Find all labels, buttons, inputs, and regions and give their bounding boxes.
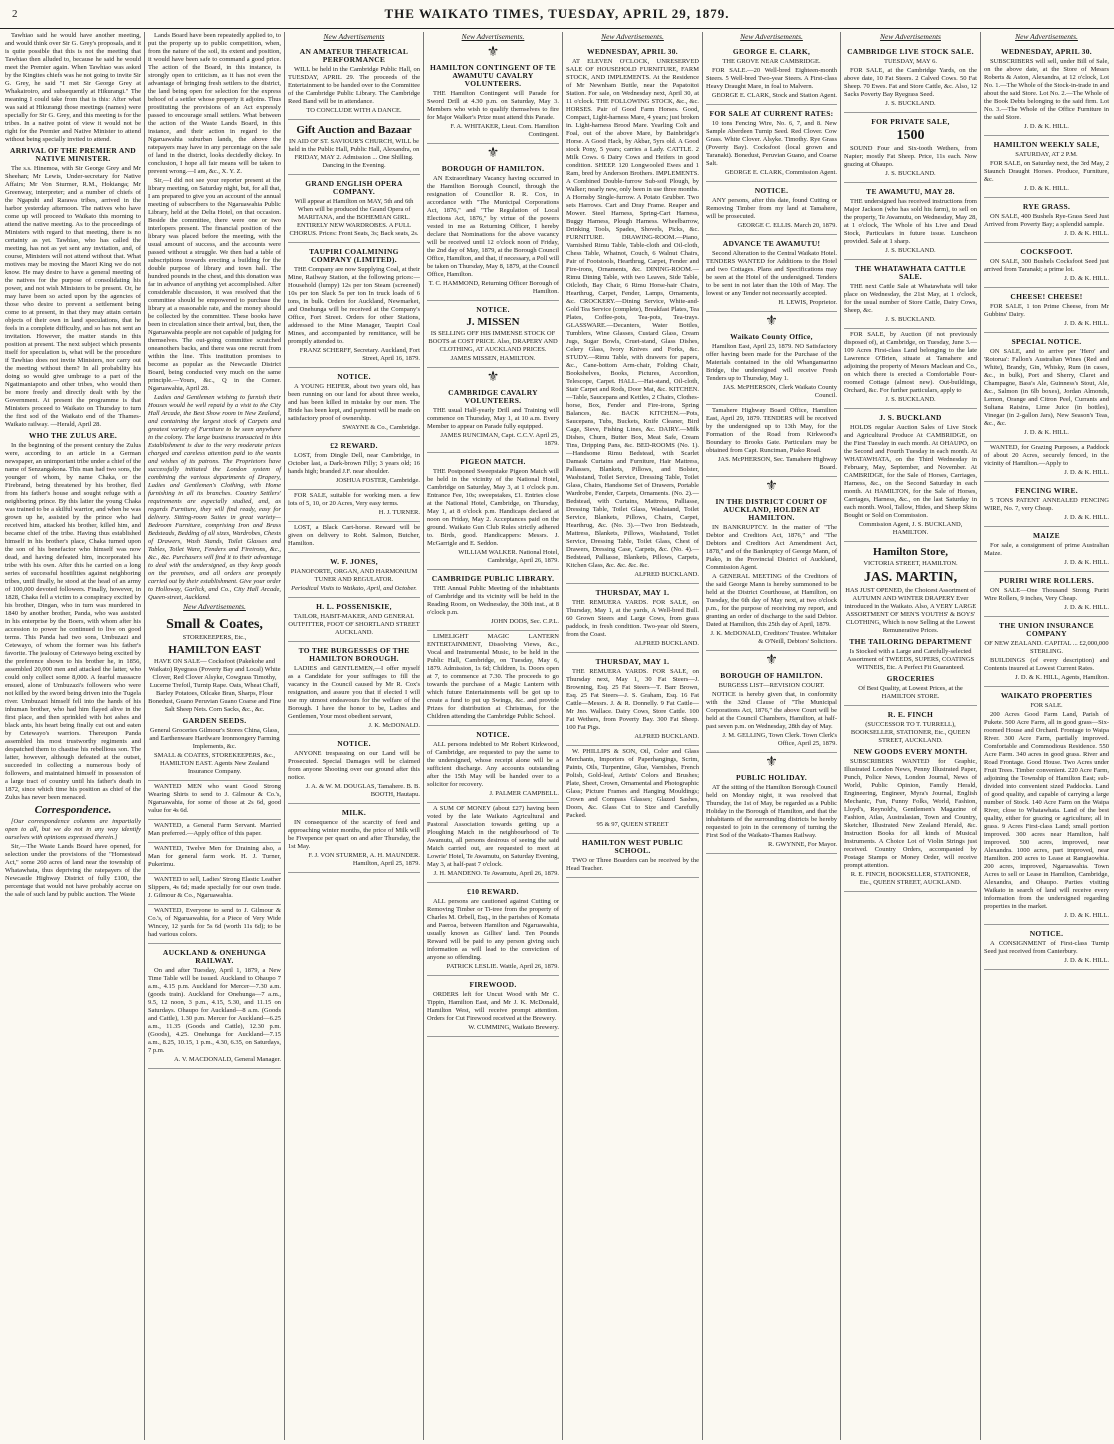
ad-subtitle: STOREKEEPERS, Etc., xyxy=(182,634,247,641)
ad-subtitle: VICTORIA STREET, HAMILTON. xyxy=(863,560,958,567)
advertisement xyxy=(288,598,420,642)
advertisement xyxy=(706,43,837,105)
column-6 xyxy=(702,32,840,1440)
ad-body: A YOUNG HEIFER, about two years old, has been running on our land for about three weeks, and has been killed in mistake by our men. The Bride has been kept, and payment will be made on satisfactory proof of ownership. xyxy=(288,383,420,422)
column-header: New Advertisements xyxy=(880,32,941,41)
ad-title: WEDNESDAY, APRIL 30. xyxy=(587,47,678,56)
ad-subtitle: FOR SALE. xyxy=(1030,702,1063,709)
ad-body: AN Extraordinary Vacancy having occurred in the Hamilton Borough Council, through the resignation of Councillor R. R. Cox, in accordance with "The Municipal Corporations Act, 1876," and "The Regulation of Local Elections Act, 1876," by virtue of the powers vested in me as Returning Officer, I hereby declare that Nominations for the above vacancy will be received until 12 o'clock noon of Friday, the 2nd day of May, 1879, at the Borough Council Office, Hamilton, and that, if necessary, a Poll will be taken on Thursday, May 8, 1879, at the Council Office, Hamilton. xyxy=(427,175,559,278)
ad-signature: J. D. & K. HILL. xyxy=(1064,912,1109,919)
ad-signature: J. D. & K. HILL. xyxy=(1064,275,1109,282)
advertisement xyxy=(844,409,977,542)
ad-name: JAS. MARTIN, xyxy=(863,570,958,585)
column-header: New Advertisements xyxy=(323,32,385,41)
ad-signature: JAMES MISSEN, HAMILTON. xyxy=(450,355,536,362)
ad-signature: J. A. & W. M. DOUGLAS, Tamahere. B. B. BOOTH, Hautapu. xyxy=(305,783,420,798)
ad-title: MILK. xyxy=(341,808,367,817)
ad-body: For sale, a consignment of prime Australian Maize. xyxy=(984,542,1109,557)
advertisement xyxy=(288,490,420,522)
ad-body: 5 TONS PATENT ANNEALED FENCING WIRE, No. 7, very Cheap. xyxy=(984,497,1109,512)
ad-body: Second Alteration to the Central Waikato Hotel. TENDERS WANTED for Additions to the Hotel and two Cottages. Plans and Specifications may be seen at the Hotel of the undersigned. Tenders to be sent in not later than the 10th of May. The lowest or any Tender not necessarily accepted. xyxy=(706,250,837,297)
ad-signature: SWAYNE & Co., Cambridge. xyxy=(342,424,420,431)
article-text: Tawhiao said he would have another meeting, and would think over Sir G. Grey's proposals, and it is quite possible that this is not the meeting that Tawhiao then alluded to, because he said he would meet the Premier again. When Tawhiao was asked by the Kingites chiefs was he not going to invite Sir G. Grey, he said "I met Sir George Grey at Whakairoiro, and subsequently at Hikurangi." The meaning I could take from that is this: After what was said at Hikurangi those meetings (names) were specially for Sir G. Grey, and this meeting is for the tribes. In a native point of view it would not be right for the Premier and Native Minister to attend without being specially invited to attend. xyxy=(5,32,141,143)
ad-signature: J. D. & K. HILL. xyxy=(1064,559,1109,566)
crest-icon: ⚜ xyxy=(486,370,500,385)
ad-heading: GROCERIES xyxy=(886,674,935,683)
ad-signature: J. D. & K. HILL. xyxy=(1064,230,1109,237)
ad-title: FOR PRIVATE SALE, xyxy=(871,117,950,126)
ad-body: 10 tons Fencing Wire, No. 6, 7, and 8. New Sample Aberdeen Turnip Seed. Red Clover. Cow Grass. White Clover. Alsyke. Timothy. Rye Grass (Poverty Bay). Cocksfoot (local grown and Taranaki). Bonedust, Peruvian Guano, and Coarse Salt. xyxy=(706,120,837,167)
masthead xyxy=(0,6,1114,29)
advertisement xyxy=(984,925,1109,970)
ad-body: ON SALE—One Thousand Strong Puriri Wire Rollers, 9 inches, Very Cheap. xyxy=(984,587,1109,602)
advertisement xyxy=(844,260,977,329)
ad-signature: R. E. FINCH, BOOKSELLER, STATIONER, Etc., QUEEN STREET, AUCKLAND. xyxy=(850,871,971,886)
ad-title: AN AMATEUR THEATRICAL PERFORMANCE xyxy=(299,47,409,64)
ad-body: BUILDINGS (of every description) and Contents insured at Lowest Current Rates. xyxy=(984,657,1109,672)
ad-title: TE AWAMUTU, MAY 28. xyxy=(866,187,955,196)
ad-title: PURIRI WIRE ROLLERS. xyxy=(999,576,1094,585)
advertisement xyxy=(288,120,420,175)
column-4 xyxy=(423,32,562,1440)
ad-big-number: 1500 xyxy=(896,128,925,143)
ad-body: THE REMUERA YARDS. FOR SALE, on Thursday next, May 1, 30 Fat Steers—J. Browning, Esq. 25 Fat Steers—T. Barr Brown, Esq. 25 Fat Steers—J. S. Graham, Esq. 16 Fat Cattle—Messrs. J. & R. Donnelly. 9 Fat Cattle—Mr Jno. Wallace. Dairy Cows, Store Cattle. 100 Fat Wethers, from Poverty Bay. 300 Fat Sheep. 100 Fat Pigs. xyxy=(566,668,699,731)
ad-title: COCKSFOOT. xyxy=(1020,247,1073,256)
ad-title: THE WHATAWHATA CATTLE SALE. xyxy=(855,264,966,281)
ad-signature: JAS. McPHERSON, Clerk Waikato County Council. xyxy=(723,384,837,399)
advertisement xyxy=(984,198,1109,243)
ad-subtitle: TUESDAY, MAY 6. xyxy=(884,58,937,65)
ad-body: HAS JUST OPENED, the Choicest Assortment of AUTUMN AND WINTER DRAPERY Ever introduced in the Waikato. Also, A VERY LARGE ASSORTMENT OF MEN'S YOUTHS' & BOYS' CLOTHING, Which is now Selling at the Lowest Remunerative Prices. xyxy=(844,587,977,634)
ad-body: IN AID OF ST. SAVIOUR'S CHURCH, WILL be held in the Public Hall, Public Hall, Alexandra, on FRIDAY, MAY 2. Admission ... One Shilling. Dancing in the Evening. xyxy=(288,138,420,169)
ad-signature: GEORGE C. ELLIS. March 20, 1879. xyxy=(737,222,837,229)
ad-body: WANTED, a General Farm Servant. Married Man preferred.—Apply office of this paper. xyxy=(148,822,281,837)
advertisement xyxy=(288,553,420,598)
ad-body: Of Best Quality, at Lowest Prices, at the HAMILTON STORE. xyxy=(858,685,963,700)
ad-subtitle: THE GROVE NEAR CAMBRIDGE. xyxy=(722,58,821,65)
ad-body: THE Annual Public Meeting of the inhabitants of Cambridge and its vicinity will be held in the Reading Room, on Wednesday, the 30th inst., at 8 o'clock p.m. xyxy=(427,585,559,616)
ad-body: THE Company are now Supplying Coal, at their Mine, Railway Station, at the following prices:— Household (lumpy) 12s per ton Steam (screened) 10s per ton Slack 5s per ton In truck loads of 6 tons, in bulk. Orders for Auckland, Newmarket, and Onehunga will be received at the Company's Office, Fort Street. Orders for other Stations, addressed to the Mine Manager, Taupiri Coal Mines, and accompanied by remittance, will be promptly attended to. xyxy=(288,266,420,345)
advertisement xyxy=(706,312,837,405)
advertisement xyxy=(844,43,977,113)
ad-body: FOR SALE, suitable for working men. a few lots of 5, 10, or 20 Acres, Very easy terms. xyxy=(288,492,420,507)
ad-body: Will appear at Hamilton on MAY, 5th and 6th When will be produced the Grand Opera of MARITANA, and the BOHEMIAN GIRL. ENTIRELY NEW WARDROBES. A FULL CHORUS. Prices: Front Seats, 3s; Back seats, 2s. xyxy=(289,198,419,237)
letter-text: Sir,—The Waste Lands Board have opened, for selection under the provisions of the "Homestead Act," some 260 acres of land near the township of Whatawhata, thus depriving the ratepayers of the Newcastle Highway District of fully £100, the percentage that would not have probably accrue on the sale of such land by public auction. The Waste xyxy=(5,843,141,898)
advertisement xyxy=(566,43,699,584)
ad-title: THURSDAY, MAY 1. xyxy=(595,588,670,597)
advertisement xyxy=(427,726,559,803)
ad-body: WANTED, for Grazing Purposes, a Paddock of about 20 Acres, securely fenced, in the vicinity of Hamilton.—Apply to xyxy=(984,444,1109,467)
advertisement xyxy=(984,572,1109,617)
advertisement xyxy=(148,843,281,874)
advertisement xyxy=(566,653,699,746)
letter-text: Lands Board have been repeatedly applied to, to put the property up to public competition, when, from the nature of the soil, its extent and position, it would have been safe to command a good price. The action of the Board, in this instance, is strongly open to criticism, as it has not even the advantage of bringing fresh settlers to the district, the land being open for selection for the express behoof of a settler whose property it adjoins. Thus prostituting the provisions of an Act expressly passed to encourage small settlers. What between the action of the Waste Lands Board, in this instance, and their action in regard to the Ngaruawahia suburban lands, the above the ratepayers may have in any percentage on the sale of land in the district, looks decidedly dickey. In conclusion, I hope all fair means will be taken to prevent wrong.—I am, &c., X. Y. Z. xyxy=(148,32,281,175)
ad-signature: J. D. & K. HILL. xyxy=(1064,320,1109,327)
ad-signature: F. A. WHITAKER, Lieut. Com. Hamilton Contingent. xyxy=(450,123,559,138)
advertisement xyxy=(844,329,977,409)
ad-signature: JOHN DODS, Sec. C.P.L. xyxy=(491,618,559,625)
ad-signature: J. H. MANDENO. Te Awamutu, April 26, 1879. xyxy=(433,870,559,877)
advertisement xyxy=(984,288,1109,333)
ad-signature: J. D. & K. HILL. xyxy=(1024,429,1069,436)
ad-signature: J. S. BUCKLAND. xyxy=(885,316,936,323)
ad-body: SOUND Four and Six-tooth Wethers, from Napier; mostly Fat Sheep. Price, 11s each. Now grazing at Ohaupo. xyxy=(844,145,977,168)
ad-body: LOST, from Dingle Dell, near Cambridge, in October last, a Dark-brown Filly; 3 years old; 16 hands high; branded J.F. near shoulder. xyxy=(288,452,420,475)
ad-body: THE Postponed Sweepstake Pigeon Match will be held in the vicinity of the National Hotel, Cambridge on Saturday, May 3, at 1 o'clock p.m. Entrance Fee, 10s; sweepstakes, £1. Entries close at the National Hotel, Cambridge, on Thursday, May 1, at 8 o'clock p.m. Handicaps declared at noon on Friday, May 2. Acceptances paid on the ground. Waikato Gun Club Rules strictly adhered to. Birds, good. Handicappers: Messrs. J. McGarrigle and E. Seddon. xyxy=(427,468,559,547)
ad-title: £10 REWARD. xyxy=(467,887,519,896)
ad-signature: J. S. BUCKLAND. xyxy=(885,170,936,177)
ad-body: THE undersigned has received instructions from Major Jackson (who has sold his farm), to sell on the property, Te Awamutu, on Wednesday, May 28, at 1 o'clock, The Whole of his Live and Dead Stock, Particulars in future issue. Luncheon provided. Sale at 1 sharp. xyxy=(844,198,977,245)
ad-signature: H. J. TURNER. xyxy=(378,509,420,516)
advertisement xyxy=(706,753,837,854)
section-heading: Correspondence. xyxy=(34,804,112,816)
ad-title: H. L. POSSENISKIE, xyxy=(316,602,392,611)
column-8 xyxy=(980,32,1112,1440)
advertisement xyxy=(148,874,281,905)
ad-title: CAMBRIDGE PUBLIC LIBRARY. xyxy=(431,574,555,583)
column-header: New Advertisements. xyxy=(601,32,664,41)
ad-title: R. E. FINCH xyxy=(887,710,934,719)
ad-title: WEDNESDAY, APRIL 30. xyxy=(1001,47,1092,56)
column-header: New Advertisements. xyxy=(183,602,246,611)
ad-title: W. F. JONES, xyxy=(330,557,378,566)
ad-signature: J. D. & K. HILL. xyxy=(1024,123,1069,130)
advertisement xyxy=(427,570,559,631)
ad-body: ORDERS left for Uncut Wood with Mr C. Tippin, Hamilton East, and Mr J. K. McDonald, Hamilton West, will receive prompt attention. Orders for Cut Firewood received at the Brewery. xyxy=(427,991,559,1022)
ad-body: A CONSIGNMENT of First-class Turnip Seed just received from Canterbury. xyxy=(984,940,1109,955)
ad-body: HOLDS regular Auction Sales of Live Stock and Agricultural Produce At CAMBRIDGE, on the First Tuesday in each month. At OHAUPO, on the Second and Fourth Tuesday in each month. At WHATAWHATA, on the Third Wednesday in February, May, September, and November. At CAMBRIDGE, for the Sale of Horses, Carriages, Harness, &c., on the Second Saturday in each month. At HAMILTON, for the Sale of Horses, Carriages, Harness, &c., on the last Saturday in each month. Wool, Tallow, Hides, and Sheep Skins Bought or Sold on Commission. xyxy=(844,424,977,519)
advertisement xyxy=(844,542,977,706)
ad-signature: F. J. VON STURMER, A. H. MAUNDER. Hamilton, April 25, 1879. xyxy=(308,852,420,867)
ad-title: NOTICE. xyxy=(754,186,789,195)
column-5 xyxy=(562,32,702,1440)
ad-signature: T. C. HAMMOND, Returning Officer Borough of Hamilton. xyxy=(428,280,559,295)
ad-title: CAMBRIDGE CAVALRY VOLUNTEERS. xyxy=(448,388,538,405)
ad-signature: ALFRED BUCKLAND. xyxy=(634,571,699,578)
ad-title: BOROUGH OF HAMILTON. xyxy=(441,164,545,173)
ad-signature: H. LEWIS, Proprietor. xyxy=(778,299,837,306)
advertisement xyxy=(148,820,281,843)
ad-body: A GENERAL MEETING of the Creditors of the said George Mann is hereby summoned to be held at the District Courthouse, at Hamilton, on Tuesday, the 6th day of May next, at two o'clock p.m., for the purpose of receiving my report, and granting an order of discharge to the said Debtor. Dated at Hamilton, this 25th day of April, 1879. xyxy=(706,573,837,628)
column-header: New Advertisements. xyxy=(461,32,525,41)
ad-body: AT the sitting of the Hamilton Borough Council held on Monday night, it was resolved that Thursday, the 1st of May, be regarded as a Public Holiday in the Borough of Hamilton, and that the inhabitants of the surrounding districts be hereby requested to join in the ceremony of turning the First Sod of the Waikato-Thames Railway. xyxy=(706,784,837,839)
advertisement xyxy=(148,905,281,944)
newspaper-title: THE WAIKATO TIMES, TUESDAY, APRIL 29, 1879. xyxy=(384,6,730,21)
ad-heading: THE TAILORING DEPARTMENT xyxy=(849,637,972,646)
ad-signature: GEORGE E. CLARK, Stock and Station Agent. xyxy=(711,92,837,99)
ad-body: TWO or Three Boarders can be received by the Head Teacher. xyxy=(566,857,699,872)
ad-title: WAIKATO PROPERTIES xyxy=(1000,691,1093,700)
column-3 xyxy=(284,32,423,1440)
ad-body: FOR SALE, 1 ton Prime Cheese, from Mr Gubbins' Dairy. xyxy=(984,303,1109,318)
ad-body: W. PHILLIPS & SON, Oil, Color and Glass Merchants, Importers of Paperhangings, Scrim, Paints, Oils, Turpentine, Glue, Varnishes, French Polish, Gold-leaf, Artists' Colors and Brushes; Plate, Sheet, Crown, Ornamental and Photographic Glass; Picture Frames and Hanging Mouldings; Crown and Compass Glasses; Glazed Sashes, Doors, &c. Glass Cut to Size and Carefully Packed. xyxy=(566,748,699,819)
article-text: Ladies and Gentlemen wishing to furnish their Houses would be well repaid by a visit to the City Hall Arcade, the Best Show room in New Zealand, and containing the largest stock of Carpets and greatest variety of Furniture to be seen anywhere in the colony. The large business transacted in this Establishment is due to the very moderate prices charged and careless attention paid to the wants and wishes of its patrons. The Proprietors have successfully initiated the London system of combining the various departments of Drapery, Ladies and Gentlemen's Clothing, with Home furnishing in all its branches. Country Settlers' requirements are especially studied, and, as regards Furniture, they will find ready, easy for delivery. Sitting-room Suites in great variety—Bedroom Furniture, comprising Iron and Brass Bedsteads, Bedding of all sizes, Wardrobes, Chests of Drawers, Wash Stands, Toilet Glasses and Tables, Toilet Ware, Fenders and Fireirons, &c., &c., &c. Purchasers will find it to their advantage to deal with the undersigned, as they keep goods on the premises, and all orders are promptly carried out by their establishment. Give your order to Holloway, Garlick, and Co., City Hall Arcade, Queen-street, Auckland. xyxy=(148,394,281,601)
ad-signature: J. D. & K. HILL, Agents, Hamilton. xyxy=(1015,674,1109,681)
ad-body: WANTED, Twelve Men for Draining also, a Man for general farm work. H. J. Turner, Pukerimu. xyxy=(148,845,281,868)
article-text: In the beginning of the present century the Zulus were, according to an article in a German newspaper, an unimportant tribe under a chief of the name of Senzangakona. This man had two sons, the younger of whom, by name Chaka, or the Firebrand, being threatened by his brother, fled from his father's house and sought refuge with a neighboring prince. By this latter the young Chaka was trained to be a skilful warrior, and when he was grown up he, assisted by the prince who had received him, attacked his brother, killed him, and became chief of the tribe. Having thus established himself in his brother's place, Chaka turned upon the son of his benefactor who himself was now dead, and having defeated him, incorporated his tribe with his own. After this he carried on a long series of successful hostilities against neighboring tribes, until finally, he stood at the head of an army of 100,000 devoted followers. Finally, however, in 1828, Chaka fell a victim to a conspiracy excited by his brother, Dingan, who in turn was murdered in 1840 by another brother, Panda, who was assisted in his enterprise by the Boers, with whom after his accession to power he continued to live on good terms. This Panda had two sons, Umbuzazi and Cetewayo, of whom the former was his father's favorite. The jealousy of Cetewayo being excited by the preference shown to his brother he, in 1856, assembled 20,000 men and attacked the latter, who could only collect some 8,000. A fearful massacre ensued, alone of Umbuzazi's followers who were not killed by the sword being driven into the Tugela river. Umbuzazi himself fell into the hands of his inhuman brother, who had him flayed alive in the first place, and then sprinkled with hot ashes and black ants, his heart being finally cut out and eaten by Cetewayo's warriors. Thereupon Panda assembled his most trustworthy regiments and despatched them to chastise his rebellious son. The latter, however, although defeated at the outset, succeeded in collecting a numerous body of followers, and maintained himself in possession of a large tract of country until his father's death in 1872, since which time his position as chief of the Zulus has never been menaced. xyxy=(5,442,142,801)
ad-body: 200 Acres Good Farm Land, Parish of Pukete. 500 Acre Farm, all in good grass—Six-roomed House and Orchard. Frontage to Waipa River. 300 Acre Farm, partially improved. Comfortable and Commodious Residence. 550 Acre Farm. 340 acres in good grass. River and Road Frontage. Good House. Two Acres under Fruit Trees. Timber convenient. 220 Acre Farm, adjoining the Township of Hamilton East; sub-divided into convenient sized Paddocks. Land of good quality, and capable of carrying a large number of Stock. 140 Acre Farm on the Waipa River, close to Whatawhata. Land of the best quality, either for grazing or agriculture; all in grass. 9 Acres First-class Land; small portion improved. 300 acres near Hamilton, half improved. 500 acres, improved, near Alexandra. 1000 acres, part improved, near Hamilton. 200 acres to Lease at Rangiaowhia. 200 acres, improved, Ngaruawahia. Town Acres to sell or Lease in Hamilton, Cambridge, Alexandra, and Ohaupo. Parties visiting Waikato in search of land will receive every information from the undersigned regarding properties in the market. xyxy=(984,711,1109,910)
ad-title: CAMBRIDGE LIVE STOCK SALE. xyxy=(847,47,974,56)
advertisement xyxy=(288,43,420,120)
ad-subtitle: BURGESS LIST—REVISION COURT. xyxy=(718,682,825,689)
advertisement xyxy=(706,235,837,312)
ad-place: HAMILTON EAST xyxy=(168,644,261,656)
advertisement xyxy=(984,482,1109,527)
ad-signature: W. CUMMING, Waikato Brewery. xyxy=(468,1024,559,1031)
ad-body: FOR SALE.—20 Well-bred Eighteen-month Steers. 5 Well-bred Two-year Steers. A First-class Heavy Draught Mare, in foal to Malvern. xyxy=(706,67,837,90)
advertisement xyxy=(288,804,420,873)
ad-title: HAMILTON WEST PUBLIC SCHOOL. xyxy=(581,838,684,855)
letter-text: Sir,—I did not see your reporter present at the library meeting, on Saturday night, but, for all that, I am prepared to give you an account of the annual meeting of subscribers to the Ngaruawahia Public Library, held at the Delta Hotel, on that occasion. Beside the committee, there were one or two interlopers present. The financial position of the library was placed before the meeting, with the usual amount of success, and the accounts were passed without a struggle. We then had a table of subscriptions towards erecting a building for the double purpose of library and town hall. The hundred pounds in the chest, and this donation was far in advance of anything yet accomplished. After considerable discussion, it was resolved that the committee should be empowered to purchase the library at a reasonable rate, and the money should be collected by the committee. These books have been in circulation since their arrival, but, then, the Ngaruawahia people are not capable of judging for themselves. The out-going committee scratched oneanothers backs, and there was one recruit from within the line. This institution promises to become as popular as the Newcastle District Board, being conducted very much on the same principle.—Yours, &c., Q in the Corner. Ngaruawahia, April 28. xyxy=(148,177,281,392)
ad-body: A SUM OF MONEY (about £27) having been voted by the late Waikato Agricultural and Pastoral Association towards getting up a Ploughing Match in the neighbourhood of Te Awamutu, all persons desirous of seeing the said Match carried out, are requested to meet at Lowrie' Hotel, Te Awamutu, on Saturday Evening, May 3, at half-past 7 o'clock. xyxy=(427,805,559,868)
advertisement xyxy=(427,883,559,976)
ad-subtitle: (SUCCESSOR TO T. TURRELL), BOOKSELLER, STATIONER, Etc., QUEEN STREET, AUCKLAND. xyxy=(850,721,971,744)
advertisement xyxy=(427,976,559,1037)
advertisement xyxy=(984,527,1109,572)
ad-body: THE next Cattle Sale at Whatawhata will take place on Wednesday, the 21st May, at 1 o'clock, for the usual number of Store Cattle, Dairy Cows, Sheep, &c. xyxy=(844,283,977,314)
ad-title: TO THE BURGESSES OF THE HAMILTON BOROUGH. xyxy=(298,646,410,663)
ad-body: ANYONE trespassing on our Land will be Prosecuted. Special Damages will be claimed from anyone Shooting over our ground after this notice. xyxy=(288,750,420,781)
ad-title: HAMILTON CONTINGENT OF TE AWAMUTU CAVALRY VOLUNTEERS. xyxy=(430,63,556,88)
ad-title: TAUPIRI COALMINING COMPANY (LIMITED). xyxy=(309,247,399,264)
article-heading: ARRIVAL OF THE PREMIER AND NATIVE MINISTER. xyxy=(9,146,136,163)
advertisement xyxy=(984,333,1109,442)
ad-title: THURSDAY, MAY 1. xyxy=(595,657,670,666)
ad-footer: SMALL & COATES, STOREKEEPERS, &c., HAMILTON EAST. Agents New Zealand Insurance Company. xyxy=(154,752,275,775)
ad-signature: WILLIAM WALKER. National Hotel, Cambridge, April 26, 1879. xyxy=(458,549,559,564)
ad-body: General Groceries Gilmour's Stores China, Glass, and Earthenware Hardware Ironmongery Farming Implements, &c. xyxy=(149,727,280,750)
ad-body: AT ELEVEN O'CLOCK, UNRESERVED SALE OF HOUSEHOLD FURNITURE, FARM STOCK, AND IMPLEMENTS. At the Residence of Mr Newnham Buttle, near the Papatoitoi Station. For sale, on Wednesday next, April 30, at 11 o'clock. THE FOLLOWING STOCK, &c., &c. HORSES. Pair of Good Farm Horses. Good, Compact, Light-harness Mare, 4 years; just broken in. Light-harness Brood Mare. Yearling Colt and Foal, out of the above Mare, by Bainbridge's Horse. A Good Hack, by Akbar, 5yrs old. A Good stock Pony, 5 years; carries a Lady. CATTLE. 2 Milk Cows. 6 Dairy Cows and Heifers in good condition. SHEEP. 120 Longwooled Ewes and 1 Ram, bred by Anderson Brothers. IMPLEMENTS. A Combined Double-furrow Sub-soil Plough, by Walker; nearly new, only been in use three months. A Hornsby Single-furrow. A Potato Grubber. Two sets Harrows. Cart and Dray Frame. Reaper and Mower. Steel Harness, Spring-Cart Harness, Buggy Harness, Plough Harness. Wheelbarrow, Drinking Tools, Spades, Shovels, Picks, &c. FURNITURE. DRAWING-ROOM.—Piano, Varnished Rimu Table, Table-cloth and Oil-cloth, Chess Table, Whatnot, Couch, 6 Walnut Chairs, Pair of Footstools, Hearthrug, Carpet, Fender and Fire-irons, Ornaments, &c. DINING-ROOM.—Rimu Dining Table, with two Leaves, Side Table, Oilcloth, Bay Chair, 6 Rimu Horse-hair Chairs, Hearthrug, Carpet, Fender, Lamps, Ornaments, &c. CROCKERY.—Dining Service, White-and-Gold Tea Service (complete), Breakfast Plates, Tea Plates, Coffee-pots, Tea-pots, Tea-trays. GLASSWARE.—Decanters, Water Bottles, Tumblers, Wine Glasses, Custard Glass, Cream Jugs, Sugar Bowls, Cruet-stand, Glass Dishes, Celery Glass, Ivory Knives and Forks, &c. STUDY.—Rimu Table, with drawers for papers, &c., Cane-bottom Arm-chair, Folding Chair, Bookshelves, Books, Pictures, Accordion, Telescope, Carpet. HALL.—Hat-stand, Oil-cloth, Stair Carpet and Rods, Door Mat, &c. KITCHEN.—Table, Saucepans and Kettles, 2 Chairs, Clothes-horse, Box, Fender and Fire-irons, Spring Balances, &c. BACK KITCHEN.—Pots, Saucepans, Tubs, Buckets, Knife Cleaner, Bird Cage, Sieve, Fishing Lines, &c. DAIRY.—Milk Dishes, Churn, Butter Box, Meat Safe, Cream Tins, Dripping Pans, &c. BED-ROOMS (No. 1).—Handsome Rimu Bedstead, with Scarlet Damask Curtains and Furniture, Hair Mattress, Pallasses, Blankets, Pillows, and Bolster, Washstand, Toilet Service, Dressing Table, Toilet Glass, Chairs, Handsome Set of Drawers, Portable Wardrobe, Fender, Carpets, Ornaments. (No. 2).—Bedstead, with Curtains, Mattress, Palliasse, Dressing Table, Toilet Glass, Washstand, Toilet Service, Blankets, Pillows, Chairs, Carpet, Hearthrug, &c. (No. 3).—Two Iron Bedsteads, Mattress, Blankets, Pillows, Washstand, Toilet Service, Dressing Table, Toilet Glass, Chest of Drawers, Dressing Case, Carpets, &c. (No. 4).—Bedstead, Palliasse, Blankets, Pillows, Carpets, Kitchen Glass, &c. &c. &c. &c. xyxy=(566,58,699,569)
advertisement xyxy=(148,781,281,820)
ad-title: Waikato County Office, xyxy=(730,332,813,341)
ad-body: TO CONCLUDE WITH A DANCE. xyxy=(306,107,402,114)
ad-signature: J. D. & K. HILL. xyxy=(1064,469,1109,476)
ad-title: RYE GRASS. xyxy=(1022,202,1071,211)
advertisement xyxy=(427,144,559,301)
crest-icon: ⚜ xyxy=(765,755,778,770)
advertisement xyxy=(706,405,837,477)
ad-body: FOR SALE, at the Cambridge Yards, on the above date, 10 Fat Steers. 2 Calved Cows. 50 Fat Sheep. 70 Ewes. Fat and Store Cattle, &c. Also, 12 Sacks Poverty Bay Ryegrass Seed. xyxy=(844,67,977,98)
ad-body: ALL persons are cautioned against Cutting or Removing Timber or Ti-tree from the property of Charles M. Orbell, Esq., in the parishes of Komata and Paeroa, between Hamilton and Ngaruawahia, usually known as Gillies' land. Ten Pounds Reward will be paid to any person giving such information as will lead to the conviction of anyone so offending. xyxy=(427,898,559,961)
editorial-note: [Our correspondence columns are impartially open to all, but we do not in any way identify ourselves with opinions expressed therein.] xyxy=(5,818,141,841)
ad-title: NOTICE. xyxy=(337,372,371,381)
advertisement xyxy=(427,368,559,453)
advertisement xyxy=(288,243,420,368)
ad-body: Periodical Visits to Waikato, April, and October. xyxy=(291,585,417,592)
advertisement xyxy=(566,746,699,834)
column-7 xyxy=(840,32,980,1440)
ad-signature: FRANZ SCHERFF, Secretary. Auckland, Fort Street, April 16, 1879. xyxy=(299,347,420,362)
ad-body: ON SALE, 300 Bushels Cocksfoot Seed just arrived from Taranaki; a prime lot. xyxy=(984,258,1109,273)
article-heading: WHO THE ZULUS ARE. xyxy=(28,431,118,440)
advertisement xyxy=(427,803,559,883)
column-1 xyxy=(2,32,144,1440)
ad-body: SUBSCRIBERS WANTED for Graphic, Illustrated London News, Penny Illustrated Paper, Punch, Police News, London Journal, News of World, Public Opinion, Family Herald, Engineering, Engineer, Myra's Journal, English Mechanic, Fun, Funny Folks, World, Fashion, Lloyd's, Reynold's, Gentlemen's Magazine of Fashion, Atlas, Australasian, Town and Country, Sketcher, Illustrated New Zealand Herald, &c. Instruction Books for all kinds of Musical Instruments. A Choice Lot of Violin Strings just received. Country Orders, accompanied by Postage Stamps or Money Order, will receive prompt attention. xyxy=(844,758,977,869)
article-text: The s.s. Hinemoa, with Sir George Grey and Mr Sheehan; Mr Lewis, Under-secretary for Native Affairs; Mr Von Sturmer, R.M., Hokianga; Mr Greenway, interpreter; and a number of chiefs of the Ngapuhi and Rarawa tribes, arrived in the harbor yesterday afternoon. The natives who have come up will proceed to Waikato this morning to attend the native meeting. As to the proceedings of Ministers with regard to that meeting, there is no certainty as yet. Tawhiao, who has called the meeting, has not as yet sent any invitation, and, of course, Ministers will not attend without that. What motives may be moving the Maori King we do not know. He may desire to have a general meeting of the natives for the purpose of consolidating his power, and not wish Ministers to be present. Or, he may have been so acted upon by the agencies of those who desire to prevent a settlement being come to at present, in that they may attain certain objects of their own in land speculations, that he feels in a complete difficulty, and so has not sent an invitation. However, the matter stands in this position at present. The next subject which presents itself for speculation is, what will be the procedure if Tawhiao does not invite Ministers, nor carry out the meeting without them? In all probability his doing so would give umbrage to a part of the Ngatimaniapoto and other tribes, who would then be more freely and directly dealt with by the Government. At present the programme is that Ministers proceed to Waikato on Thursday to turn the first sod of the Waikato end of the Thames-Waikato railway. —Herald, April 28. xyxy=(5,165,141,428)
column-2 xyxy=(144,32,284,1440)
advertisement xyxy=(148,613,281,781)
advertisement xyxy=(288,368,420,437)
ad-body: FOR SALE, on Saturday next, the 3rd May, 2 Staunch Draught Horses. Produce, Furniture, &c. xyxy=(984,160,1109,183)
ad-title: Hamilton Store, xyxy=(873,546,948,558)
ad-heading: NEW GOODS EVERY MONTH. xyxy=(853,747,968,756)
ad-signature: ALFRED BUCKLAND. xyxy=(634,733,699,740)
ad-title: J. S. BUCKLAND xyxy=(879,413,942,422)
crest-icon: ⚜ xyxy=(486,45,500,60)
ad-body: Hamilton East, April 23, 1879. NO Satisfactory offer having been made for the Purchase of the Materials contained in the old Whangamarino Bridge, the undersigned will receive Fresh Tenders up to Thursday, May 1. xyxy=(706,343,837,382)
advertisement xyxy=(984,687,1109,925)
advertisement xyxy=(427,43,559,144)
ad-title: HAMILTON WEEKLY SALE, xyxy=(993,140,1100,149)
ad-title: GRAND ENGLISH OPERA COMPANY. xyxy=(305,179,403,196)
ad-title: MAIZE xyxy=(1033,531,1060,540)
advertisement xyxy=(288,437,420,490)
ad-signature: A. V. MACDONALD, General Manager. xyxy=(174,1056,281,1063)
column-header: New Advertisements. xyxy=(1015,32,1078,41)
column-header: New Advertisements. xyxy=(740,32,803,41)
page-number: 2 xyxy=(12,8,18,20)
ad-signature: R. GWYNNE, For Mayor. xyxy=(768,841,837,848)
ad-signature: J. S. BUCKLAND. xyxy=(885,100,936,107)
ad-title: NOTICE. xyxy=(476,305,510,314)
advertisement xyxy=(148,944,281,1069)
advertisement xyxy=(984,43,1109,136)
ad-subtitle: SATURDAY, AT 2 P.M. xyxy=(1015,151,1078,158)
advertisement xyxy=(984,442,1109,482)
ad-title: SPECIAL NOTICE. xyxy=(1011,337,1082,346)
advertisement xyxy=(706,182,837,235)
ad-body: IN BANKRUPTCY. In the matter of "The Debtor and Creditors Act, 1876," and "The Debtors and Creditors Act Amendment Act, 1878," and of the Bankruptcy of George Mann, of Piako, in the Provincial District of Auckland, Commission Agent. xyxy=(706,524,837,571)
ad-subtitle: OF NEW ZEALAND. CAPITAL ... £2,000,000 STERLING. xyxy=(984,640,1109,655)
advertisement xyxy=(566,584,699,653)
advertisement xyxy=(706,651,837,753)
ad-title: FIREWOOD. xyxy=(469,980,517,989)
crest-icon: ⚜ xyxy=(765,479,778,494)
advertisement xyxy=(288,175,420,243)
ad-signature: J. D. & K. HILL. xyxy=(1064,514,1109,521)
ad-title: £2 REWARD. xyxy=(330,441,378,450)
ad-body: LADIES and GENTLEMEN,—I offer myself as a Candidate for your suffrages to fill the vacancy in the Council caused by Mr R. Cox's resignation, and assure you that if elected I will use my utmost endeavours for the welfare of the Borough. I have the honor to be, Ladies and Gentlemen, Your most obedient servant, xyxy=(288,665,420,720)
ad-body: HAVE ON SALE— Cocksfoot (Pakekohe and Waikato) Ryegrass (Poverty Bay and Local) White Clover, Red Clover Alsyke, Cowgrass Timothy, Lucerne Trefoil, Turnip Rape. Oats, Wheat Chaff, Barley Potatoes, Oilcake Bran, Sharps, Flour Bonedust, Guano Peruvian Guano Coarse and Fine Salt Sheep Nets. Corn Sacks, &c., &c. xyxy=(148,658,281,713)
ad-signature: J. PALMER CAMPBELL. xyxy=(489,790,559,797)
ad-body: WANTED, Everyone to send to J. Gilmour & Co.'s, of Ngaruawahia, for a Piece of Very Wide Wincey, 12 yards for 5s 6d (worth 11s 6d); to be had various colors. xyxy=(148,907,281,938)
ad-title: FOR SALE AT CURRENT RATES: xyxy=(709,109,834,118)
advertisement xyxy=(844,706,977,892)
ad-body: THE Hamilton Contingent will Parade for Sword Drill at 4.30 p.m. on Saturday, May 3. Members who wish to qualify themselves to fire for Major Walker's Prize must attend this Parade. xyxy=(427,90,559,121)
ad-body: SUBSCRIBERS will sell, under Bill of Sale, on the above date, at the Store of Messrs Roberts & Aston, Alexandra, at 12 o'clock, Lot No. 1.—The Whole of the Stock-in-trade in and about the said Store. Lot No. 2.—The Whole of the Book Debts belonging to the said firm. Lot No. 3.—The Whole of the Office Furniture in the said Store. xyxy=(984,58,1109,121)
ad-body: ON SALE, and to arrive per 'Hero' and 'Rotorua': Fallon's Australian Wines (Red and White), Brandy, Gin, Whisky, Rum (in cases, &c., in bulk), Port and Sherry, Claret and Champagne, Bass's Ale, Guinness's Stout, Ale, &c., Salmon (in 6lb boxes), Jordan Almonds, Lemon, Orange and Citron Peel, Currants and Sultana Raisins, Lime Juice (in bottles), Vinegar (in 2-gallon Jars), New Season's Teas, &c., &c. xyxy=(984,348,1109,427)
ad-title: THE UNION INSURANCE COMPANY xyxy=(999,621,1094,638)
ad-title: CHEESE! CHEESE! xyxy=(1010,292,1083,301)
ad-body: Tamahere Highway Board Office, Hamilton East, April 29, 1879. TENDERS will be received by the undersigned up to 13th May, for the Formation of the Road from Kirkwood's Boundary to Brooks Gate. Particulars may be obtained from Capt. Runciman, Piako Road. xyxy=(706,407,837,454)
ad-body: THE REMUERA YARDS. FOR SALE, on Thursday, May 1, at the yards, A Well-bred Bull. 60 Grown Steers and Large Cows, from grass paddock, in fresh condition. Two-year old Steers, from the Coast. xyxy=(566,599,699,638)
ad-body: THE usual Half-yearly Drill and Training will commence on Thursday, May 1, at 10 a.m. Every Member to appear on Parade fully equipped. xyxy=(427,407,559,430)
ad-signature: J. D. & K. HILL. xyxy=(1024,185,1069,192)
ad-title: Gift Auction and Bazaar xyxy=(296,124,412,136)
ad-title: PUBLIC HOLIDAY. xyxy=(735,773,808,782)
ad-title: AUCKLAND & ONEHUNGA RAILWAY. xyxy=(162,948,267,965)
ad-signature: JAS. McPHERSON, Sec. Tamahere Highway Board. xyxy=(717,456,837,471)
ad-body: WILL be held in the Cambridge Public Hall, on TUESDAY, APRIL 29. The proceeds of the Entertainment to be handed over to the Committee of the Cambridge Public Library. The Cambridge Reed Band will be in attendance. xyxy=(288,66,420,105)
advertisement xyxy=(288,735,420,804)
ad-signature: PATRICK LESLIE. Wattle, April 26, 1879. xyxy=(446,963,559,970)
ad-body: LIMELIGHT MAGIC LANTERN ENTERTAINMENT, Dissolving Views, &c., Vocal and Instrumental Music, to be held in the Public Hall, Cambridge, on Tuesday, May 6, 1879. Admission, 1s 6d; Children, 1s. Doors open at 7, to commence at 7.30. The proceeds to go towards the purchase of a Magic Lantern with which future Entertainments will be got up to create a fund to put up Swings, &c. and provide Prizes for distribution at Christmas, for the Children attending the Cambridge Public School. xyxy=(427,633,559,720)
ad-signature: Commission Agent, J. S. BUCKLAND, HAMILTON. xyxy=(858,521,963,536)
ad-signature: J. D. & K. HILL. xyxy=(1064,604,1109,611)
ad-body: IN consequence of the scarcity of feed and approaching winter months, the price of Milk will be Fivepence per quart on and after Thursday, the 1st May. xyxy=(288,819,420,850)
ad-title: FENCING WIRE. xyxy=(1015,486,1078,495)
advertisement xyxy=(288,642,420,735)
ad-body: ALL persons indebted to Mr Robert Kirkwood, of Cambridge, are requested to pay the same to the undersigned, whose receipt alone will be a sufficient discharge. Any accounts outstanding after the 15th May will be handed over to a solicitor for recovery. xyxy=(427,741,559,788)
ad-title: IN THE DISTRICT COURT OF AUCKLAND, HOLDEN AT HAMILTON. xyxy=(715,497,828,522)
ad-title: Small & Coates, xyxy=(166,617,263,632)
ad-signature: JAMES RUNCIMAN, Capt. C.C.V. April 25, 1879. xyxy=(440,432,559,447)
advertisement xyxy=(427,301,559,368)
ad-signature: JOSHUA FOSTER, Cambridge. xyxy=(335,477,420,484)
ad-name: J. MISSEN xyxy=(466,316,520,328)
ad-title: GEORGE E. CLARK, xyxy=(732,47,811,56)
ad-title: NOTICE. xyxy=(476,730,510,739)
ad-body: ON SALE, 400 Bushels Rye-Grass Seed Just Arrived from Poverty Bay; a splendid sample. xyxy=(984,213,1109,228)
ad-body: WANTED MEN who want Good Strong Wearing Shirts to send to J. Gilmour & Co.'s, Ngaruawahia, for some of those at 2s 6d, good value for 4s 6d. xyxy=(148,783,281,814)
advertisement xyxy=(984,617,1109,687)
ad-signature: J. S. BUCKLAND. xyxy=(885,396,936,403)
ad-title: NOTICE. xyxy=(337,739,371,748)
ad-body: IS SELLING OFF HIS IMMENSE STOCK OF BOOTS at COST PRICE. Also, DRAPERY AND CLOTHING, AT AUCKLAND PRICES. xyxy=(428,330,558,353)
ad-body: On and after Tuesday, April 1, 1879, a New Time Table will be issued. Auckland to Ohaupo 7 a.m., 4.15 p.m. Auckland for Mercer—7.30 a.m. (goods train). Auckland for Onehunga—7 a.m., 9.5, 12 noon, 3 p.m., 4.15, 5.30, and 11.15 on Saturdays. Ohaupo for Auckland—8 a.m. (Goods and Cattle), 1.30 p.m. Mercer for Auckland—6.25 a.m., 11.35 (Goods and Cattle), 12.30 p.m. (Goods), 4.25. Onehunga for Auckland—7.15 a.m., 8.25, 10.15, 1 p.m., 4.30, 6.35, on Saturdays, 7 p.m. xyxy=(148,967,281,1054)
ad-body: PIANOFORTE, ORGAN, AND HARMONIUM TUNER AND REGULATOR. xyxy=(290,568,418,583)
ad-heading: GARDEN SEEDS. xyxy=(182,716,247,725)
advertisement xyxy=(566,834,699,878)
ad-body: ANY persons, after this date, found Cutting or Removing Timber from my land at Tamahere, will be prosecuted. xyxy=(706,197,837,220)
advertisement xyxy=(706,105,837,182)
ad-body: WANTED to sell, Ladies' Strong Elastic Leather Slippers, 4s 6d; made specially for our own trade. J. Gilmour & Co., Ngaruawahia. xyxy=(148,876,281,899)
ad-title: NOTICE. xyxy=(1029,929,1064,938)
ad-title: ADVANCE TE AWAMUTU! xyxy=(722,239,821,248)
advertisement xyxy=(844,183,977,260)
advertisement xyxy=(427,631,559,726)
ad-signature: J. K. McDONALD, Creditors' Trustee. Whitaker & O'Neill, Debtors' Solicitors. xyxy=(710,630,837,645)
ad-body: Is Stocked with a Large and Carefully-selected Assortment of TWEEDS, SUPERS, COATINGS WITNEIS, Etc. A Perfect Fit Guaranteed. xyxy=(846,648,975,671)
advertisement xyxy=(984,136,1109,198)
ad-signature: J. M. GELLING, Town Clerk. Town Clerk's Office, April 25, 1879. xyxy=(722,732,837,747)
ad-signature: ALFRED BUCKLAND. xyxy=(634,640,699,647)
ad-body: FOR SALE, by Auction (if not previously disposed of), at Cambridge, on Tuesday, June 3.—109 Acres First-class Land belonging to the late Lawrence O'Brien, situate at Tamahere and adjoining the property of Messrs Maclean and Co., on which there is erected a Comfortable Four-roomed Cottage (almost new). Out-buildings, Orchard, &c. For further particulars, apply to xyxy=(844,331,977,394)
ad-body: TAILOR, HABIT-MAKER, AND GENERAL OUTFITTER, FOOT OF SHORTLAND STREET AUCKLAND. xyxy=(288,613,420,636)
advertisement xyxy=(288,522,420,553)
ad-signature: GEORGE E. CLARK, Commission Agent. xyxy=(724,169,837,176)
ad-body: NOTICE is hereby given that, in conformity with the 32nd Clause of "The Municipal Corporations Act, 1876," the above Court will be held at the Council Chambers, Hamilton, at half-past seven p.m. on Wednesday, 28th day of May. xyxy=(706,691,837,730)
ad-signature: J. S. BUCKLAND. xyxy=(885,247,936,254)
advertisement xyxy=(427,453,559,570)
ad-title: PIGEON MATCH. xyxy=(460,457,526,466)
crest-icon: ⚜ xyxy=(765,314,778,329)
advertisement xyxy=(844,113,977,183)
ad-title: BOROUGH OF HAMILTON. xyxy=(720,671,823,680)
advertisement xyxy=(984,243,1109,288)
ad-signature: 95 & 97, QUEEN STREET xyxy=(596,821,669,828)
ad-body: LOST, a Black Cart-horse. Reward will be given on delivery to Robt. Salmon, Butcher, Hamilton. xyxy=(288,524,420,547)
crest-icon: ⚜ xyxy=(486,146,500,161)
advertisement xyxy=(706,477,837,651)
ad-signature: J. K. McDONALD. xyxy=(368,722,420,729)
ad-signature: J. D. & K. HILL. xyxy=(1064,957,1109,964)
crest-icon: ⚜ xyxy=(765,653,778,668)
